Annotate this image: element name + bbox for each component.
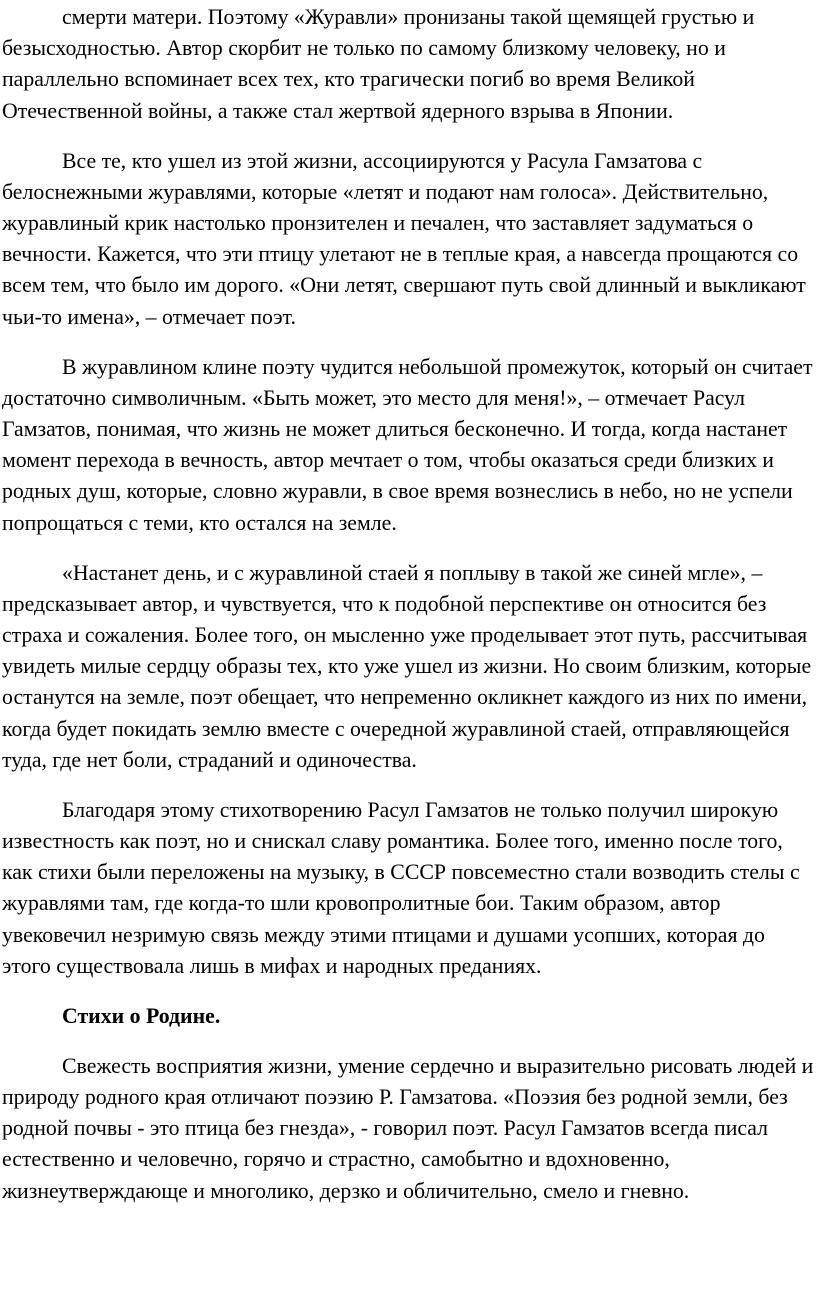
paragraph-wedge-gap: В журавлином клине поэту чудится небольшой промежуток, который он считает достаточно символичным. «Быть может, это место для меня!», – отмечает Расул Гамзатов, понимая, что жизнь не может длиться бесконечно. И тогда, когда настанет момент перехода в вечность, автор мечтает о том, чтобы оказаться среди близких и родных душ, которые, словно журавли, в свое время вознеслись в небо, но не успели попрощаться с теми, кто остался на земле.: [2, 354, 813, 535]
paragraph-day-will-come: «Настанет день, и с журавлиной стаей я поплыву в такой же синей мгле», – предсказывает автор, и чувствуется, что к подобной перспективе он относится без страха и сожаления. Более того, он мысленно уже проделывает этот путь, рассчитывая увидеть милые сердцу образы тех, кто уже ушел из жизни. Но своим близким, которые останутся на земле, поэт обещает, что непременно окликнет каждого из них по имени, когда будет покидать землю вместе с очередной журавлиной стаей, отправляющейся туда, где нет боли, страданий и одиночества.: [2, 560, 812, 772]
paragraph-cranes-association: Все те, кто ушел из этой жизни, ассоциируются у Расула Гамзатова с белоснежными журавлями, которые «летят и подают нам голоса». Действительно, журавлиный крик настолько пронзителен и печален, что заставляет задуматься о вечности. Кажется, что эти птицу улетают не в теплые края, а навсегда прощаются со всем тем, что было им дорого. «Они летят, свершают путь свой длинный и выкликают чьи-то имена», – отмечает поэт.: [2, 148, 806, 329]
paragraph-poetry-homeland: Свежесть восприятия жизни, умение сердечно и выразительно рисовать людей и природу родного края отличают поэзию Р. Гамзатова. «Поэзия без родной земли, без родной почвы - это птица без гнезда», - говорил поэт. Расул Гамзатов всегда писал естественно и человечно, горячо и страстно, самобытно и вдохновенно, жизнеутверждающе и многолико, дерзко и обличительно, смело и гневно.: [2, 1053, 814, 1203]
paragraph-continuation: смерти матери. Поэтому «Журавли» пронизаны такой щемящей грустью и безысходностью. Автор скорбит не только по самому близкому человеку, но и параллельно вспоминает всех тех, кто трагически погиб во время Великой Отечественной войны, а также стал жертвой ядерного взрыва в Японии.: [2, 5, 755, 123]
section-heading: Стихи о Родине.: [62, 1003, 221, 1028]
paragraph-fame: Благодаря этому стихотворению Расул Гамзатов не только получил широкую известность как поэт, но и снискал славу романтика. Более того, именно после того, как стихи были переложены на музыку, в СССР повсеместно стали возводить стелы с журавлями там, где когда-то шли кровопролитные бои. Таким образом, автор увековечил незримую связь между этими птицами и душами усопших, которая до этого существовала лишь в мифах и народных преданиях.: [2, 797, 800, 978]
